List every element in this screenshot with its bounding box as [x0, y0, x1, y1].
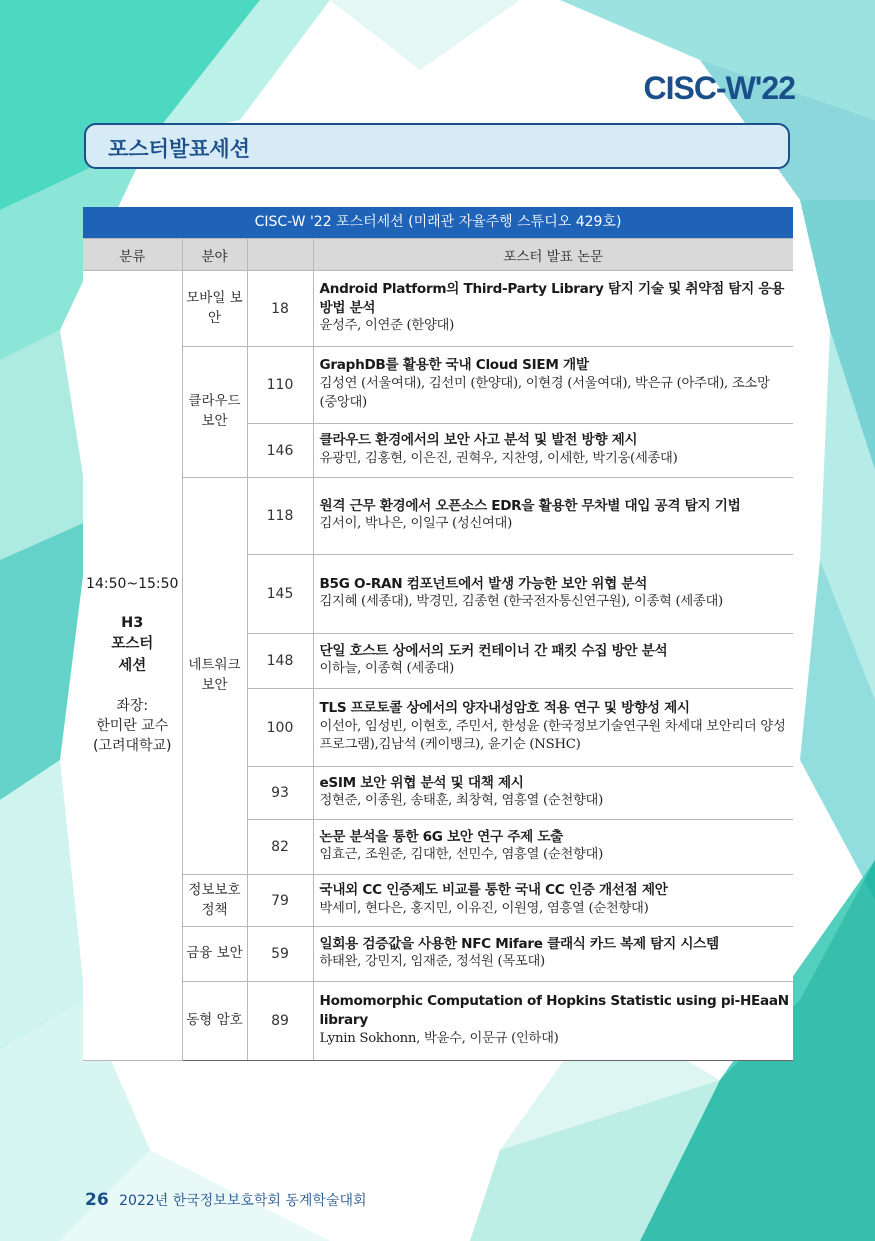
paper-title: Homomorphic Computation of Hopkins Statistic using pi-HEaaN library [319, 993, 789, 1029]
paper-authors: 김서이, 박나은, 이일구 (성신여대) [319, 516, 512, 532]
session-time: 14:50~15:50 [86, 576, 179, 593]
paper-authors: 정현준, 이종원, 송태훈, 최창혁, 염흥열 (순천향대) [319, 793, 603, 809]
paper-title: 원격 근무 환경에서 오픈소스 EDR을 활용한 무차별 대입 공격 탐지 기법 [319, 497, 741, 514]
section-title: 포스터발표세션 [108, 137, 251, 161]
paper-authors: 하태완, 강민지, 임재준, 정석원 (목포대) [319, 954, 545, 970]
paper-title: B5G O-RAN 컴포넌트에서 발생 가능한 보안 위협 분석 [319, 575, 648, 592]
table-header-row [83, 239, 793, 271]
paper-number: 18 [247, 271, 313, 347]
field-cell-cloud: 클라우드 보안 [182, 347, 247, 478]
session-name-line: 포스터 [111, 636, 154, 653]
table-row [83, 271, 793, 347]
field-cell-homomorphic: 동형 암호 [182, 982, 247, 1061]
session-chair [85, 696, 180, 757]
paper-number: 82 [247, 820, 313, 875]
paper-authors: 이선아, 임성빈, 이현호, 주민서, 한성윤 (한국정보기술연구원 차세대 보안리더 양성 프로그램),김남석 (케이뱅크), 윤기순 (NSHC) [319, 718, 786, 753]
table-row [83, 478, 793, 555]
table-caption: CISC-W '22 포스터세션 (미래관 자율주행 스튜디오 429호) [83, 207, 793, 238]
field-cell-mobile: 모바일 보안 [182, 271, 247, 347]
paper-title: 국내외 CC 인증제도 비교를 통한 국내 CC 인증 개선점 제안 [319, 882, 668, 899]
table-row [83, 347, 793, 424]
paper-cell [313, 555, 793, 634]
paper-title: GraphDB를 활용한 국내 Cloud SIEM 개발 [319, 357, 589, 374]
paper-title: 논문 분석을 통한 6G 보안 연구 주제 도출 [319, 828, 564, 845]
paper-authors: Lynin Sokhonn, 박윤수, 이문규 (인하대) [319, 1030, 559, 1046]
paper-cell [313, 689, 793, 767]
paper-number: 93 [247, 767, 313, 820]
col-header-category: 분류 [83, 239, 182, 271]
paper-number: 146 [247, 424, 313, 478]
paper-cell [313, 927, 793, 982]
paper-number: 59 [247, 927, 313, 982]
session-name [85, 613, 180, 678]
paper-authors: 김성연 (서울여대), 김선미 (한양대), 이현경 (서울여대), 박은규 (아주대), 조소망 (중앙대) [319, 376, 770, 410]
paper-number: 89 [247, 982, 313, 1061]
paper-number: 145 [247, 555, 313, 634]
paper-cell [313, 478, 793, 555]
event-name: 2022년 한국정보보호학회 동계학술대회 [119, 1193, 367, 1209]
paper-authors: 윤성주, 이연준 (한양대) [319, 318, 454, 334]
table-row [83, 982, 793, 1061]
field-cell-finance: 금융 보안 [182, 927, 247, 982]
paper-authors: 임효근, 조원준, 김대한, 선민수, 염흥열 (순천향대) [319, 847, 603, 863]
field-cell-policy: 정보보호 정책 [182, 875, 247, 927]
paper-cell [313, 424, 793, 478]
col-header-number [247, 239, 313, 271]
field-cell-network: 네트워크 보안 [182, 478, 247, 875]
paper-title: 클라우드 환경에서의 보안 사고 분석 및 발전 방향 제시 [319, 432, 638, 449]
paper-title: Android Platform의 Third-Party Library 탐지 기술 및 취약점 탐지 응용 방법 분석 [319, 280, 785, 316]
paper-authors: 김지혜 (세종대), 박경민, 김종현 (한국전자통신연구원), 이종혁 (세종대) [319, 594, 723, 610]
paper-number: 79 [247, 875, 313, 927]
brand-logo-text: CISC-W'22 [643, 70, 795, 106]
paper-number: 110 [247, 347, 313, 424]
paper-title: TLS 프로토콜 상에서의 양자내성암호 적용 연구 및 방향성 제시 [319, 699, 690, 716]
paper-cell [313, 875, 793, 927]
col-header-paper: 포스터 발표 논문 [313, 239, 793, 271]
col-header-field: 분야 [182, 239, 247, 271]
paper-cell [313, 982, 793, 1061]
paper-number: 148 [247, 634, 313, 689]
table-row [83, 927, 793, 982]
paper-authors: 박세미, 현다은, 홍지민, 이유진, 이원영, 염흥열 (순천향대) [319, 900, 649, 916]
paper-title: 단일 호스트 상에서의 도커 컨테이너 간 패킷 수집 방안 분석 [319, 642, 668, 659]
table-row [83, 875, 793, 927]
paper-title: eSIM 보안 위협 분석 및 대책 제시 [319, 774, 524, 791]
paper-number: 118 [247, 478, 313, 555]
chair-affiliation: (고려대학교) [92, 738, 172, 755]
section-banner [84, 123, 790, 169]
page-footer [85, 1190, 367, 1210]
session-info-cell [83, 271, 182, 1061]
paper-cell [313, 347, 793, 424]
paper-cell [313, 634, 793, 689]
paper-cell [313, 271, 793, 347]
session-name-line: H3 [121, 614, 144, 631]
chair-label: 좌장: [116, 697, 149, 714]
paper-number: 100 [247, 689, 313, 767]
paper-authors: 유광민, 김홍현, 이은진, 권혁우, 지찬영, 이세한, 박기웅(세종대) [319, 450, 678, 466]
page-number: 26 [85, 1190, 109, 1210]
paper-authors: 이하늘, 이종혁 (세종대) [319, 661, 454, 677]
session-name-line: 세션 [118, 658, 147, 675]
paper-cell [313, 820, 793, 875]
chair-name: 한미란 교수 [96, 718, 169, 735]
paper-cell [313, 767, 793, 820]
paper-title: 일회용 검증값을 사용한 NFC Mifare 클래식 카드 복제 탐지 시스템 [319, 935, 719, 952]
poster-session-table [83, 207, 793, 1061]
